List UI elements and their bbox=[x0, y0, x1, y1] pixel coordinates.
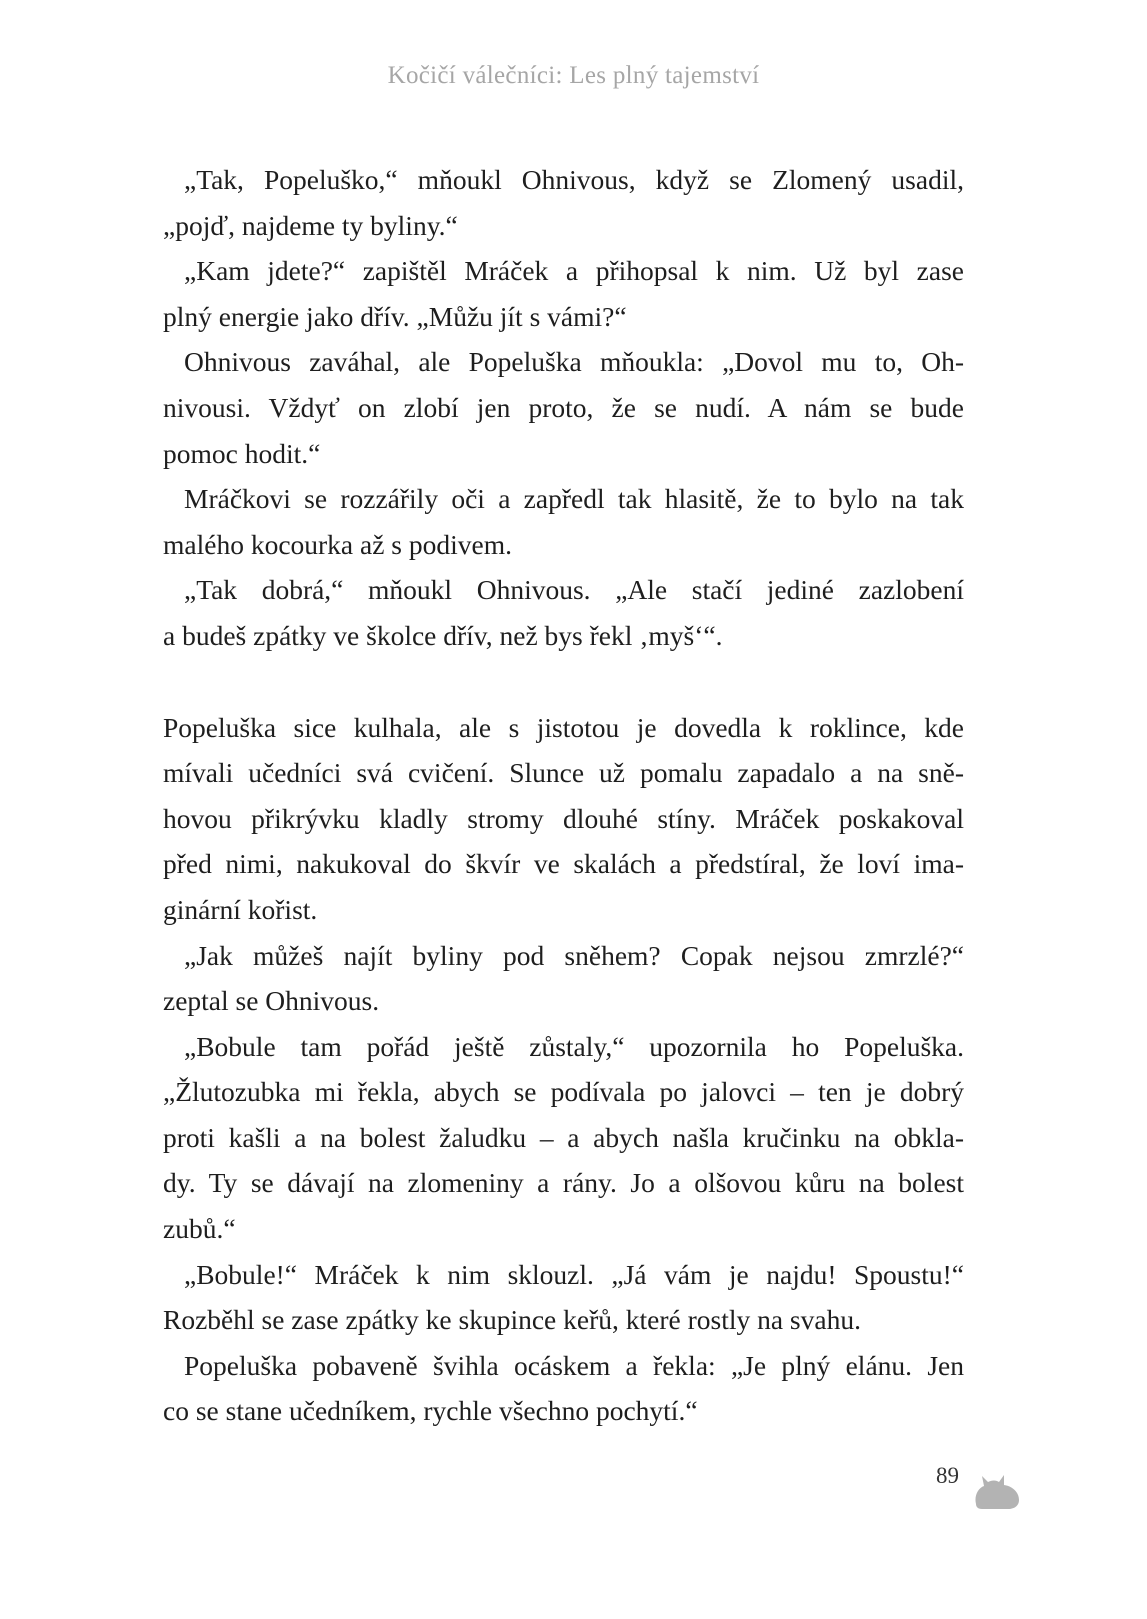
text-block bbox=[163, 157, 964, 1434]
cat-silhouette-icon bbox=[972, 1466, 1022, 1510]
text-line: Mráčkovi se rozzářily oči a zapředl tak hlasitě, že to bylo na tak bbox=[184, 483, 964, 515]
text-line: nivousi. Vždyť on zlobí jen proto, že se nudí. A nám se bude bbox=[163, 391, 964, 423]
text-line: malého kocourka až s podivem. bbox=[163, 528, 512, 560]
text-line: dy. Ty se dávají na zlomeniny a rány. Jo a olšovou kůru na bolest bbox=[163, 1167, 964, 1199]
paragraph bbox=[163, 476, 964, 567]
text-line: co se stane učedníkem, rychle všechno pochytí.“ bbox=[163, 1395, 698, 1427]
text-line: zubů.“ bbox=[163, 1213, 236, 1245]
text-line: hovou přikrývku kladly stromy dlouhé stíny. Mráček poskakoval bbox=[163, 802, 964, 834]
text-line: „Bobule!“ Mráček k nim sklouzl. „Já vám je najdu! Spoustu!“ bbox=[184, 1258, 964, 1290]
text-line: „Tak dobrá,“ mňoukl Ohnivous. „Ale stačí jediné zazlobení bbox=[184, 574, 964, 606]
paragraph bbox=[163, 248, 964, 339]
paragraph bbox=[163, 1024, 964, 1252]
paragraph bbox=[163, 705, 964, 933]
paragraph bbox=[163, 567, 964, 658]
text-line: „Bobule tam pořád ještě zůstaly,“ upozornila ho Popeluška. bbox=[184, 1030, 964, 1062]
text-line: „Žlutozubka mi řekla, abych se podívala po jalovci – ten je dobrý bbox=[163, 1076, 964, 1108]
text-line: pomoc hodit.“ bbox=[163, 437, 321, 469]
text-line: mívali učedníci svá cvičení. Slunce už pomalu zapadalo a na sně- bbox=[163, 757, 964, 789]
text-line: před nimi, nakukoval do škvír ve skalách a předstíral, že loví ima- bbox=[163, 848, 964, 880]
paragraph bbox=[163, 1252, 964, 1343]
section-break bbox=[163, 659, 964, 705]
text-line: „Jak můžeš najít byliny pod sněhem? Copak nejsou zmrzlé?“ bbox=[184, 939, 964, 971]
text-line: „Tak, Popeluško,“ mňoukl Ohnivous, když se Zlomený usadil, bbox=[184, 164, 964, 195]
paragraph bbox=[163, 157, 964, 248]
paragraph bbox=[163, 933, 964, 1024]
text-line: „pojď, najdeme ty byliny.“ bbox=[163, 209, 458, 241]
text-line: a budeš zpátky ve školce dřív, než bys řekl ‚myš‘“. bbox=[163, 619, 723, 651]
page-number: 89 bbox=[936, 1463, 959, 1488]
text-line: Rozběhl se zase zpátky ke skupince keřů, které rostly na svahu. bbox=[163, 1304, 861, 1336]
paragraph bbox=[163, 1343, 964, 1434]
text-line: „Kam jdete?“ zapištěl Mráček a přihopsal k nim. Už byl zase bbox=[184, 255, 964, 287]
text-line: zeptal se Ohnivous. bbox=[163, 985, 380, 1017]
running-head: Kočičí válečníci: Les plný tajemství bbox=[387, 62, 760, 89]
text-line: Ohnivous zaváhal, ale Popeluška mňoukla: „Dovol mu to, Oh- bbox=[184, 346, 964, 378]
text-line: plný energie jako dřív. „Můžu jít s vámi?“ bbox=[163, 300, 627, 332]
text-line: proti kašli a na bolest žaludku – a abych našla kručinku na obkla- bbox=[163, 1121, 964, 1153]
text-line: ginární kořist. bbox=[163, 893, 318, 925]
text-line: Popeluška sice kulhala, ale s jistotou je dovedla k roklince, kde bbox=[163, 711, 964, 743]
paragraph bbox=[163, 339, 964, 476]
text-line: Popeluška pobaveně švihla ocáskem a řekla: „Je plný elánu. Jen bbox=[184, 1349, 964, 1381]
